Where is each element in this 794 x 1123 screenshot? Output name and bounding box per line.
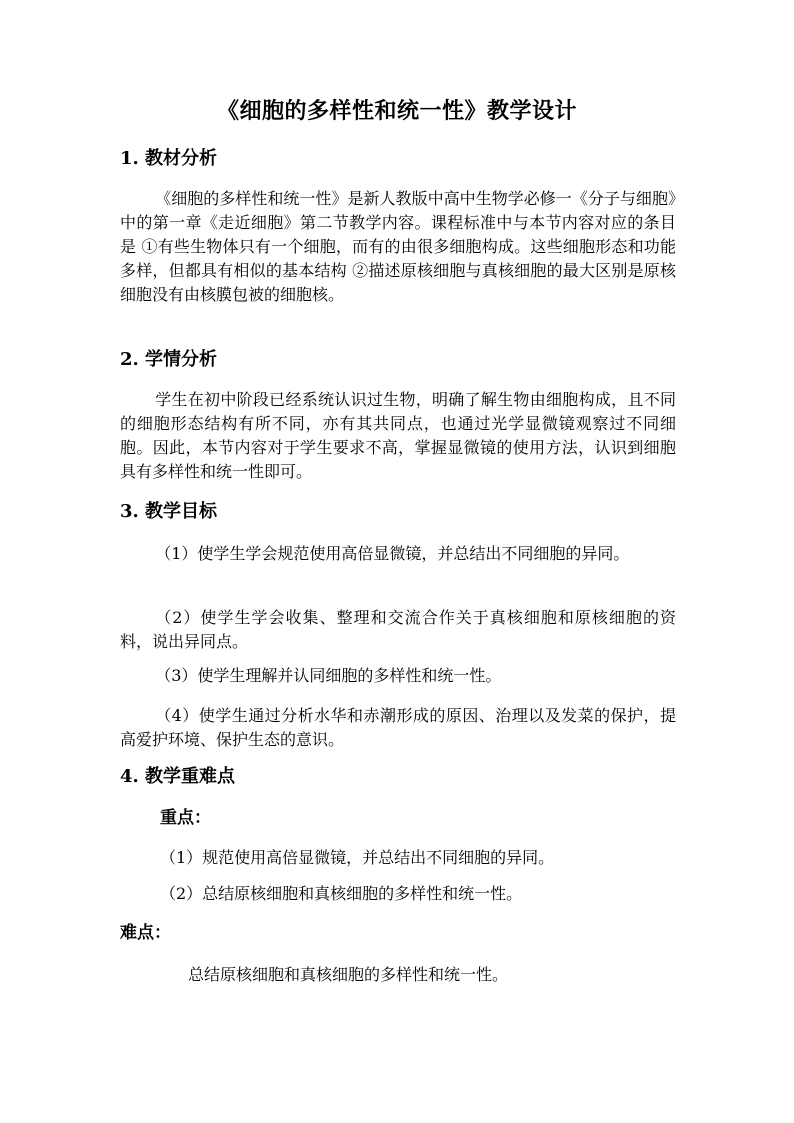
difficulty-point-item: 总结原核细胞和真核细胞的多样性和统一性。 bbox=[188, 965, 509, 984]
paragraph-textbook-analysis: 《细胞的多样性和统一性》是新人教版中高中生物学必修一《分子与细胞》中的第一章《走近细胞》第二节教学内容。课程标准中与本节内容对应的条目是 ①有些生物体只有一个细胞，而有的由很多细胞构成。这些细胞形态和功能多样，但都具有相似的基本结构 ②描述原核细胞与真核细胞的最大区别是原核细胞没有由核膜包被的细胞核。 bbox=[120, 189, 676, 304]
objective-item: （4）使学生通过分析水华和赤潮形成的原因、治理以及发菜的保护，提高爱护环境、保护生态的意识。 bbox=[120, 706, 676, 749]
section-heading-student-analysis: 2. 学情分析 bbox=[120, 349, 218, 370]
section-heading-teaching-objectives: 3. 教学目标 bbox=[120, 501, 218, 522]
paragraph-student-analysis: 学生在初中阶段已经系统认识过生物，明确了解生物由细胞构成，且不同的细胞形态结构有所不同，亦有其共同点，也通过光学显微镜观察过不同细胞。因此，本节内容对于学生要求不高，掌握显微镜的使用方法，认识到细胞具有多样性和统一性即可。 bbox=[120, 390, 676, 481]
document-title: 《细胞的多样性和统一性》教学设计 bbox=[216, 98, 577, 124]
objective-item: （1）使学生学会规范使用高倍显微镜，并总结出不同细胞的异同。 bbox=[155, 544, 630, 563]
difficulty-points-label: 难点： bbox=[120, 923, 171, 943]
section-heading-key-difficult-points: 4. 教学重难点 bbox=[120, 766, 236, 787]
section-heading-textbook-analysis: 1. 教材分析 bbox=[120, 148, 218, 169]
key-point-item: （1）规范使用高倍显微镜，并总结出不同细胞的异同。 bbox=[160, 848, 555, 867]
key-point-item: （2）总结原核细胞和真核细胞的多样性和统一性。 bbox=[160, 884, 523, 903]
objective-item: （2）使学生学会收集、整理和交流合作关于真核细胞和原核细胞的资料，说出异同点。 bbox=[120, 608, 676, 651]
key-points-label: 重点： bbox=[160, 808, 211, 828]
objective-item: （3）使学生理解并认同细胞的多样性和统一性。 bbox=[155, 666, 502, 685]
